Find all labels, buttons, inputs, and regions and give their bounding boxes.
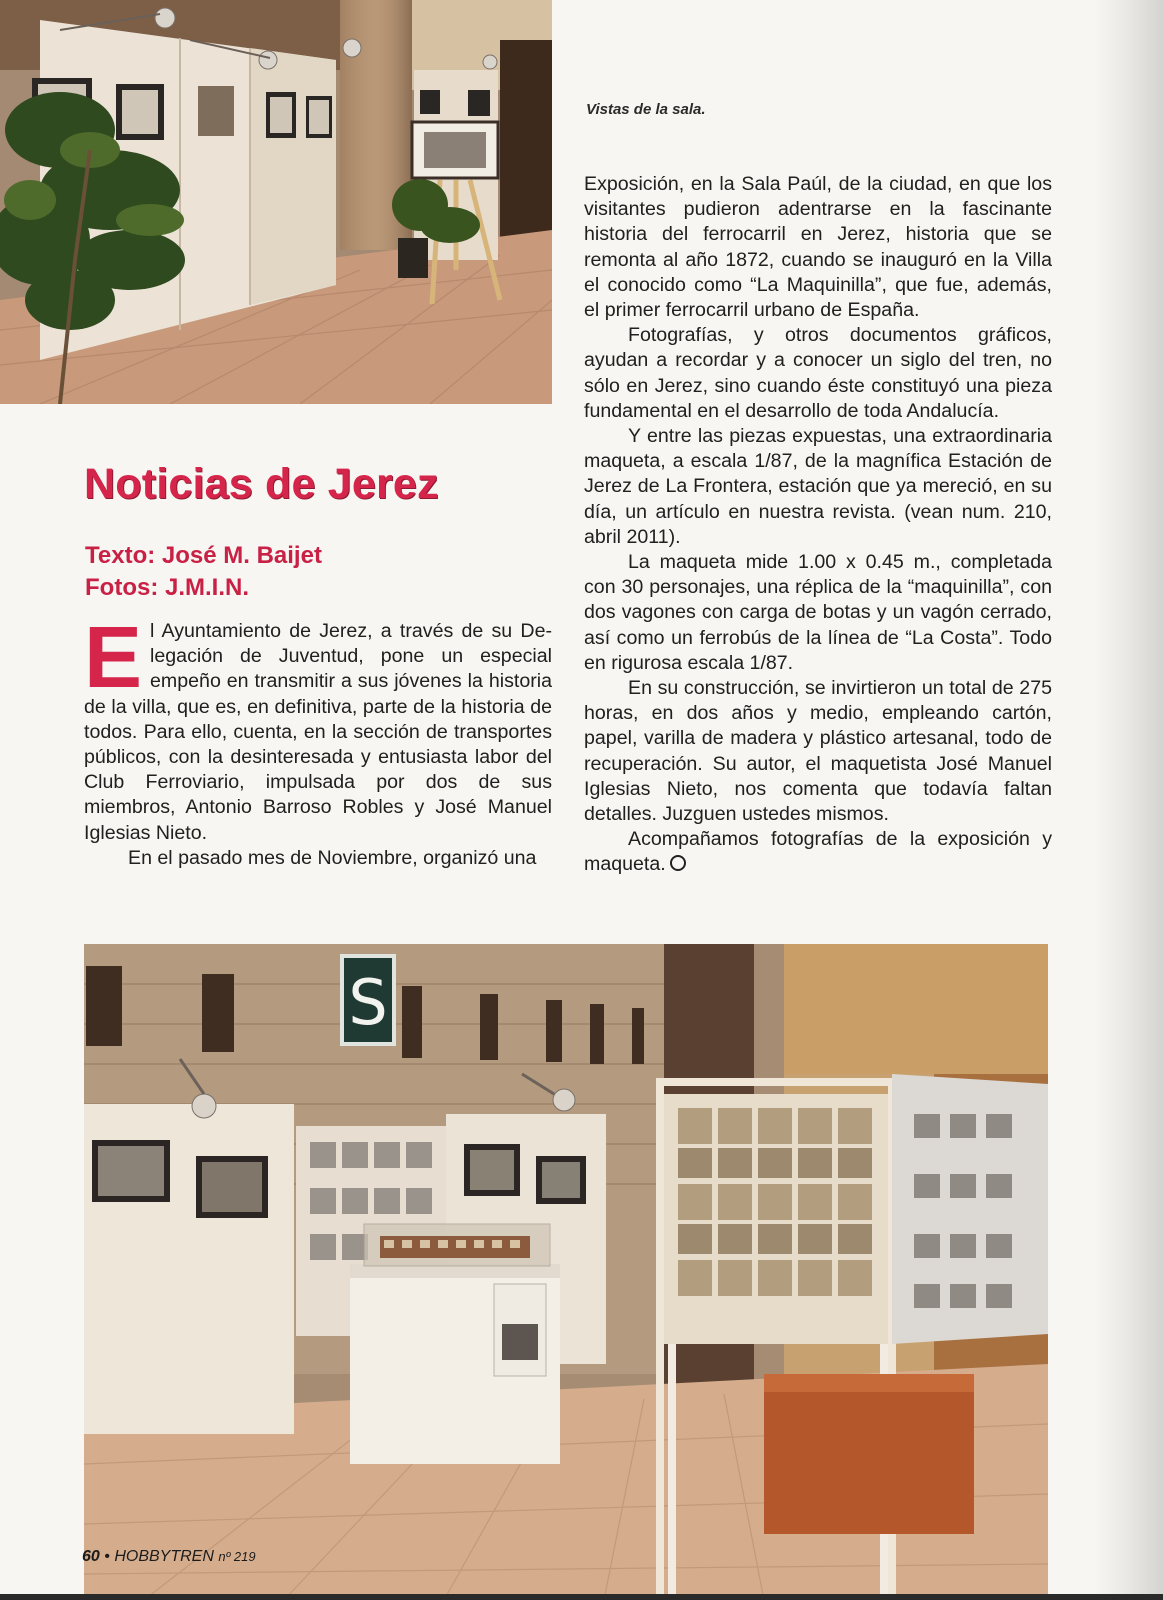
photo-credit: Fotos: J.M.I.N.	[85, 574, 249, 601]
article-paragraph: Fotografías, y otros documentos gráficos, ayudan a recordar y a conocer un siglo del tren, no sólo en Jerez, sino cuando éste constituyó una pieza fundamental en el desarrollo de toda Andalucía.	[584, 324, 1052, 422]
author-credit: Texto: José M. Baijet	[85, 542, 322, 569]
scan-bottom-edge	[0, 1594, 1163, 1600]
page-number: 60	[82, 1548, 100, 1565]
page-gutter-shadow	[1093, 0, 1163, 1600]
issue-number: nº 219	[218, 1549, 256, 1564]
article-body-right-column	[584, 172, 1052, 878]
paragraph-text: l Ayuntamiento de Jerez, a través de su Delegación de Juventud, pone un especial empeño en transmitir a sus jóvenes la historia de la villa, que es, en definitiva, parte de la historia de todos. Para ello, cuenta, en la sección de transportes públicos, con la desinteresada y entusiasta labor del Club Ferroviario, impulsada por dos de sus miembros, Antonio Barroso Robles y José Manuel Iglesias Nieto.	[84, 620, 552, 844]
article-paragraph: Y entre las piezas expuestas, una extraordinaria maqueta, a escala 1/87, de la magnífica Estación de Jerez de La Frontera, estación que ya mereció, en su día, un artículo en nuestra revista. (vean num. 210, abril 2011).	[584, 425, 1052, 548]
photo-caption: Vistas de la sala.	[586, 101, 706, 118]
article-paragraph: En su construcción, se invirtieron un total de 275 horas, en dos años y medio, empleando cartón, papel, varilla de madera y plástico artesanal, todo de recuperación. Su autor, el maquetista José Manuel Iglesias Nieto, nos comenta que todavía faltan detalles. Juzguen ustedes mismos.	[584, 677, 1052, 826]
article-paragraph	[84, 609, 552, 846]
magazine-name: HOBBYTREN	[114, 1548, 214, 1565]
page-footer	[82, 1548, 256, 1566]
article-paragraph	[584, 827, 1052, 877]
article-paragraph: La maqueta mide 1.00 x 0.45 m., completada con 30 personajes, una réplica de la “maquinilla”, con dos vagones con carga de botas y un vagón cerrado, así como un ferrobús de la línea de “La Costa”. Todo en rigurosa escala 1/87.	[584, 551, 1052, 674]
article-paragraph: En el pasado mes de Noviembre, organizó una	[128, 846, 537, 869]
article-body-left-column	[84, 609, 552, 871]
footer-separator: •	[104, 1548, 110, 1565]
article-title: Noticias de Jerez	[84, 460, 439, 508]
paragraph-text: Acompañamos fotografías de la exposición y maqueta.	[584, 828, 1052, 876]
drop-cap: E	[84, 609, 143, 706]
exhibition-room-illustration	[0, 0, 552, 404]
model-exhibit-illustration	[84, 944, 1048, 1600]
model-exhibit-photo	[84, 944, 1048, 1600]
station-sign-letter: S	[348, 966, 388, 1039]
article-paragraph: Exposición, en la Sala Paúl, de la ciudad, en que los visitantes pudieron adentrarse en la fascinante historia del ferrocarril en Jerez, historia que se remonta al año 1872, cuando se inauguró en la Villa el conocido como “La Maquinilla”, que fue, además, el primer ferrocarril urbano de España.	[584, 173, 1052, 322]
exhibition-room-photo	[0, 0, 552, 404]
end-of-article-icon	[670, 855, 686, 871]
